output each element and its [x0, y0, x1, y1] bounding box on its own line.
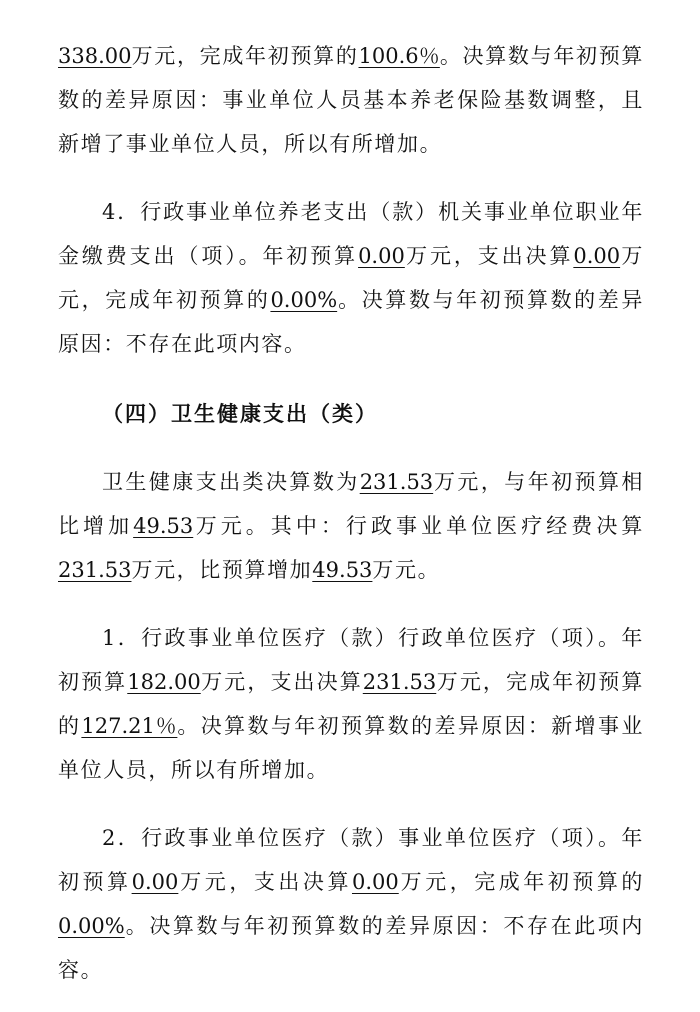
text-run: 万元，与年初预算相比增加 [58, 470, 644, 538]
budget-value: 0.00 [131, 870, 179, 894]
text-run: 1．行政事业单位医疗（款）行政单位医疗（项）。年初预算 [58, 626, 644, 694]
text-run: 4．行政事业单位养老支出（款）机关事业单位职业年金缴费支出（项）。年初预算 [58, 200, 644, 268]
text-run: 万元，比预算增加 [131, 558, 313, 582]
final-value: 231.53 [362, 670, 437, 694]
final-value: 231.53 [359, 470, 434, 494]
paragraph-pension-basic [58, 34, 644, 166]
percent-value: 100.6％ [358, 44, 440, 68]
percent-value: 0.00% [270, 288, 338, 312]
text-run: 万元，支出决算 [404, 244, 574, 268]
medical-increase-value: 49.53 [312, 558, 373, 582]
text-run: 。决算数与年初预算数的差异原因：事业单位人员基本养老保险基数调整，且新增了事业单位人员，所以有所增加。 [58, 44, 644, 156]
text-run: 万元。其中：行政事业单位医疗经费决算 [193, 514, 644, 538]
medical-final-value: 231.53 [58, 558, 132, 582]
percent-value: 127.21％ [81, 714, 178, 738]
text-run: 。决算数与年初预算数的差异原因：不存在此项内容。 [58, 914, 644, 982]
final-value: 0.00 [351, 870, 399, 894]
text-run: 。决算数与年初预算数的差异原因：不存在此项内容。 [58, 288, 644, 356]
paragraph-admin-medical [58, 616, 644, 792]
text-run: 万元，完成年初预算的 [131, 44, 359, 68]
paragraph-occupational-annuity [58, 190, 644, 366]
increase-value: 49.53 [133, 514, 194, 538]
percent-value: 0.00% [58, 914, 125, 938]
final-value: 0.00 [573, 244, 621, 268]
amount-value: 338.00 [58, 44, 132, 68]
text-run: 万元，支出决算 [178, 870, 352, 894]
section-heading-health: （四）卫生健康支出（类） [102, 401, 378, 426]
paragraph-health-summary [58, 460, 644, 592]
text-run: 万元，完成年初预算的 [58, 670, 644, 738]
budget-value: 0.00 [358, 244, 405, 268]
text-run: 万元，完成年初预算的 [398, 870, 645, 894]
text-run: 万元，完成年初预算的 [58, 244, 644, 312]
paragraph-institution-medical [58, 816, 644, 992]
text-run: 。决算数与年初预算数的差异原因：新增事业单位人员，所以有所增加。 [58, 714, 645, 782]
text-run: 2．行政事业单位医疗（款）事业单位医疗（项）。年初预算 [58, 826, 644, 894]
text-run: 万元，支出决算 [200, 670, 363, 694]
text-run: 卫生健康支出类决算数为 [102, 470, 360, 494]
text-run: 万元。 [372, 558, 441, 582]
budget-value: 182.00 [127, 670, 201, 694]
